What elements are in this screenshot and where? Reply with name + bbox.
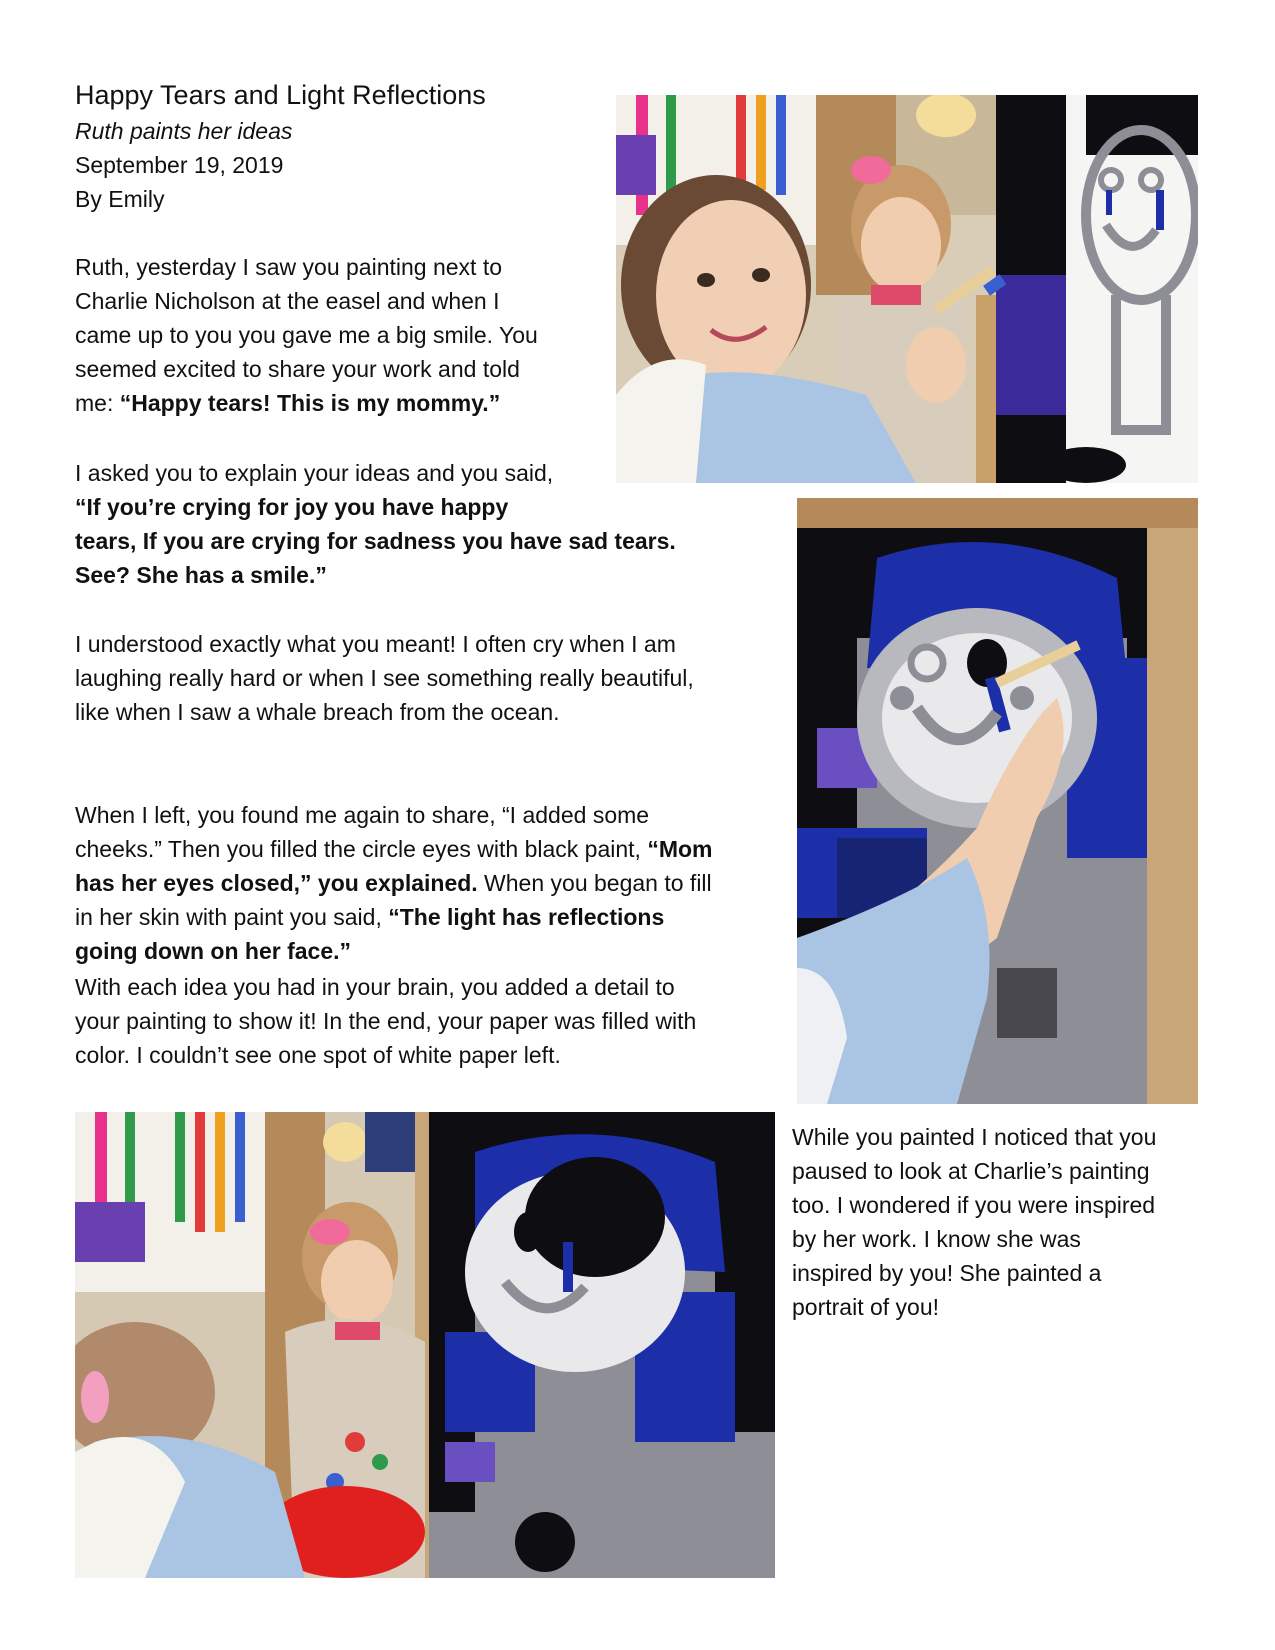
text-line: Ruth, yesterday I saw you painting next to [75, 254, 503, 280]
quote-segment: “The light has reflections [388, 904, 665, 930]
text-segment: me: [75, 390, 120, 416]
photo-painting-closeup-image [797, 498, 1198, 1104]
document-header [75, 76, 595, 216]
text-line [75, 832, 775, 866]
text-segment: When you began to fill [477, 870, 712, 896]
photo-easel-wide [75, 1112, 775, 1578]
paragraph-5 [75, 970, 775, 1072]
text-segment: cheeks.” Then you filled the circle eyes with black paint, [75, 836, 648, 862]
quote-segment: has her eyes closed,” you explained. [75, 870, 478, 896]
text-line: inspired by you! She painted a [792, 1260, 1102, 1286]
text-line: paused to look at Charlie’s painting [792, 1158, 1150, 1184]
quote-line: going down on her face.” [75, 938, 351, 964]
text-line: portrait of you! [792, 1294, 940, 1320]
photo-ruth-smiling [616, 95, 1198, 483]
quote-segment: “Mom [647, 836, 713, 862]
quote-line: See? She has a smile.” [75, 562, 327, 588]
post-date: September 19, 2019 [75, 152, 284, 178]
text-line [75, 386, 595, 420]
text-line: Charlie Nicholson at the easel and when I [75, 288, 500, 314]
text-line: I understood exactly what you meant! I often cry when I am [75, 631, 676, 657]
paragraph-1 [75, 250, 595, 420]
text-line: I asked you to explain your ideas and you said, [75, 460, 554, 486]
text-line: While you painted I noticed that you [792, 1124, 1157, 1150]
paragraph-4 [75, 798, 775, 968]
text-line: like when I saw a whale breach from the ocean. [75, 699, 560, 725]
text-line [75, 900, 775, 934]
text-line: When I left, you found me again to share, “I added some [75, 802, 650, 828]
quote-line: tears, If you are crying for sadness you have sad tears. [75, 528, 676, 554]
text-line: color. I couldn’t see one spot of white paper left. [75, 1042, 561, 1068]
text-line: your painting to show it! In the end, your paper was filled with [75, 1008, 697, 1034]
text-line [75, 866, 775, 900]
paragraph-6 [792, 1120, 1212, 1324]
text-line: laughing really hard or when I see something really beautiful, [75, 665, 694, 691]
text-line: seemed excited to share your work and told [75, 356, 520, 382]
text-line: by her work. I know she was [792, 1226, 1081, 1252]
page-title: Happy Tears and Light Reflections [75, 80, 486, 110]
text-segment: in her skin with paint you said, [75, 904, 389, 930]
quote-line: “If you’re crying for joy you have happy [75, 494, 509, 520]
page-subtitle: Ruth paints her ideas [75, 118, 293, 144]
quote-happy-tears: “Happy tears! This is my mommy.” [119, 390, 501, 416]
photo-easel-wide-image [75, 1112, 775, 1578]
text-line: too. I wondered if you were inspired [792, 1192, 1156, 1218]
paragraph-3 [75, 627, 765, 729]
text-line: With each idea you had in your brain, you added a detail to [75, 974, 675, 1000]
photo-painting-closeup [797, 498, 1198, 1104]
text-line: came up to you you gave me a big smile. You [75, 322, 538, 348]
byline: By Emily [75, 186, 165, 212]
photo-ruth-smiling-image [616, 95, 1198, 483]
